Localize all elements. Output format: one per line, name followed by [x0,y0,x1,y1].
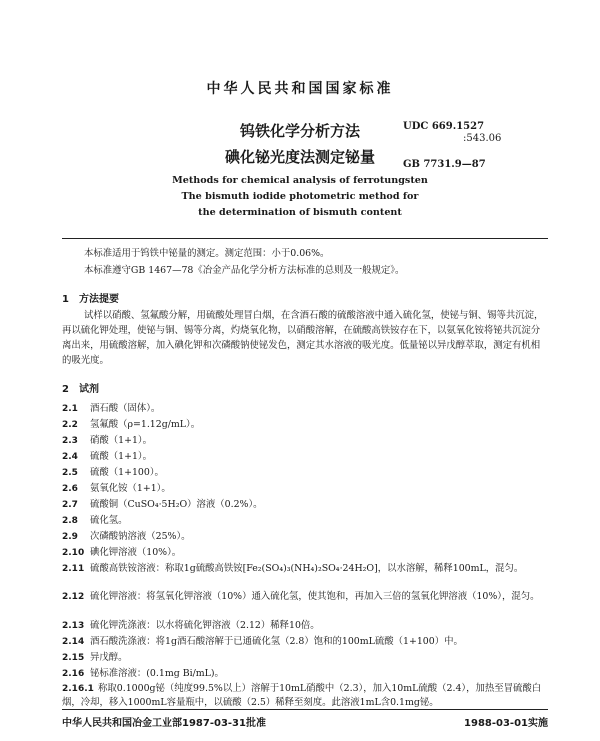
list-item: 2.6 氨氧化铵（1+1）。 [62,483,171,494]
compliance-paragraph: 本标准遵守GB 1467—78《冶金产品化学分析方法标准的总则及一般规定》。 [84,265,405,276]
standard-header: 中华人民共和国国家标准 [206,81,394,97]
section1-heading: 1 方法提要 [62,294,119,305]
english-title-line2: The bismuth iodide photometric method for [181,191,419,202]
footer-divider [62,709,548,710]
list-item: 2.2 氢氟酸（ρ=1.12g/mL）。 [62,419,201,430]
list-item: 2.9 次磷酸钠溶液（25%）。 [62,531,191,542]
scope-paragraph: 本标准适用于钨铁中铋量的测定。测定范围：小于0.06%。 [84,248,330,259]
gb-code: GB 7731.9—87 [403,159,486,170]
list-item: 2.4 硫酸（1+1）。 [62,451,152,462]
list-item: 2.16 铋标准溶液：(0.1mg Bi/mL)。 [62,668,224,679]
udc-code-continued: :543.06 [463,133,502,144]
section1-body: 试样以硝酸、氢氟酸分解，用硫酸处理冒白烟，在含酒石酸的硫酸溶液中通入硫化氢，使铋与铜、锡等共沉淀，再以硫化钾处理，使铋与铜、锡等分离，灼烧氧化物，以硝酸溶解，在硫酸高铁铵存在下，以氨氧化铵将铋共沉淀分离出来，用硫酸溶解，加入碘化钾和次磷酸钠使铋发色，测定其水溶液的吸光度。低量铋以异戊醇萃取，测定有机相的吸光度。 [62,310,544,366]
list-item: 2.13 硫化钾洗涤液：以水将硫化钾溶液（2.12）稀释10倍。 [62,620,320,631]
approval-note: 中华人民共和国冶金工业部1987-03-31批准 [62,718,266,729]
list-item: 2.1 酒石酸（固体）。 [62,403,161,414]
list-item: 2.10 碘化钾溶液（10%）。 [62,547,182,558]
section2-heading: 2 试剂 [62,384,99,395]
list-item: 2.3 硝酸（1+1）。 [62,435,152,446]
list-item: 2.11 硫酸高铁铵溶液：称取1g硫酸高铁铵[Fe₂(SO₄)₃(NH₄)₂SO₄·24H₂O]，以水溶解，稀释100mL，混匀。 [62,563,524,574]
udc-code: UDC 669.1527 [403,121,485,132]
english-title-line1: Methods for chemical analysis of ferrotungsten [172,175,428,186]
list-item: 2.15 异戊醇。 [62,652,128,663]
standard-codes [403,121,501,171]
chinese-title-line1: 钨铁化学分析方法 [239,122,360,140]
list-item: 2.16.1 称取0.1000g铋（纯度99.5%以上）溶解于10mL硝酸中（2.3），加入10mL硫酸（2.4），加热至冒硫酸白烟，冷却，移入1000mL容量瓶中，以硫酸（2.5）稀释至刻度。此溶液1mL含0.1mg铋。 [62,683,542,708]
english-title-line3: the determination of bismuth content [198,207,402,218]
list-item: 2.7 硫酸铜（CuSO₄·5H₂O）溶液（0.2%）。 [62,499,263,510]
list-item: 2.8 硫化氢。 [62,515,128,526]
implementation-date: 1988-03-01实施 [464,718,548,729]
header-divider [62,238,548,239]
list-item: 2.12 硫化钾溶液：将氢氧化钾溶液（10%）通入硫化氢，使其饱和，再加入三倍的氢氧化钾溶液（10%），混匀。 [62,591,540,602]
chinese-title-line2: 碘化铋光度法测定铋量 [224,148,375,166]
list-item: 2.14 酒石酸洗涤液：将1g酒石酸溶解于已通硫化氢（2.8）饱和的100mL硫酸（1+100）中。 [62,636,463,647]
list-item: 2.5 硫酸（1+100）。 [62,467,164,478]
